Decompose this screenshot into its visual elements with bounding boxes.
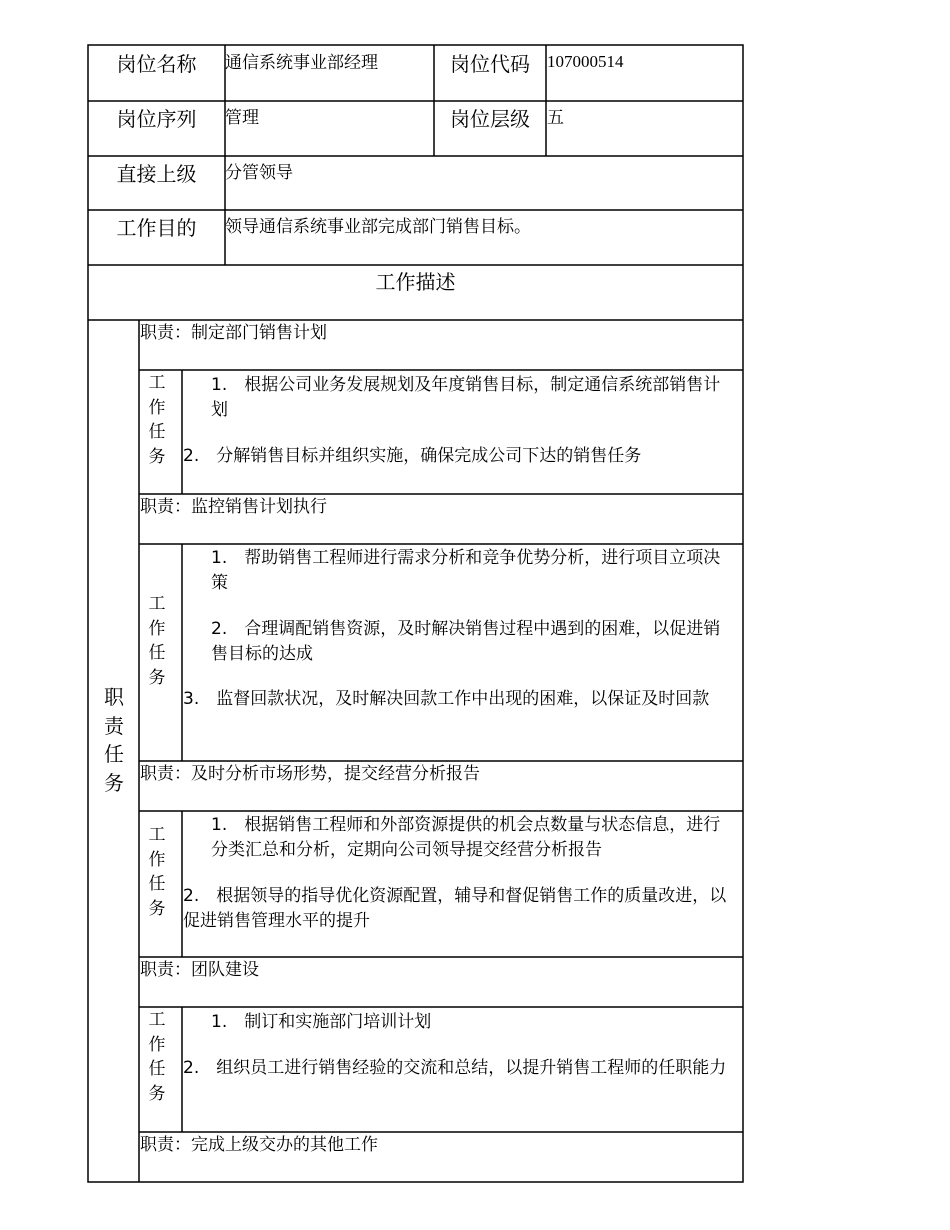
supervisor-value: 分管领导 [225,163,293,183]
position-level-label: 岗位层级 [450,107,530,131]
position-code-value: 107000514 [547,52,624,71]
task-item: 3. 监督回款状况，及时解决回款工作中出现的困难，以保证及时回款 [183,689,710,709]
task-item: 2. 合理调配销售资源，及时解决销售过程中遇到的困难，以促进销售目标的达成 [211,619,721,664]
position-code-label: 岗位代码 [450,52,530,76]
task-item: 1. 根据销售工程师和外部资源提供的机会点数量与状态信息，进行分类汇总和分析，定期向公司领导提交经营分析报告 [211,815,721,860]
task-item: 2. 分解销售目标并组织实施，确保完成公司下达的销售任务 [183,446,642,466]
task-item: 1. 根据公司业务发展规划及年度销售目标，制定通信系统部销售计划 [211,375,721,420]
task-item: 2. 组织员工进行销售经验的交流和总结，以提升销售工程师的任职能力 [183,1058,727,1078]
purpose-value: 领导通信系统事业部完成部门销售目标。 [225,217,531,237]
section-title: 工作描述 [375,270,456,294]
task-item: 2. 根据领导的指导优化资源配置，辅导和督促销售工作的质量改进，以促进销售管理水平的提升 [183,886,727,931]
position-series-label: 岗位序列 [116,107,197,131]
duty-title: 职责：及时分析市场形势，提交经营分析报告 [140,764,480,784]
task-label: 工作任务 [148,825,166,919]
task-label: 工作任务 [148,594,166,688]
duties-label: 职责任务 [104,685,124,795]
task-item: 1. 帮助销售工程师进行需求分析和竞争优势分析，进行项目立项决策 [211,548,721,593]
duty-title: 职责：完成上级交办的其他工作 [140,1135,378,1155]
duty-title: 职责：监控销售计划执行 [140,497,327,517]
position-series-value: 管理 [225,108,259,128]
task-label: 工作任务 [148,373,166,467]
supervisor-label: 直接上级 [116,162,197,186]
position-name-label: 岗位名称 [116,52,197,76]
duty-title: 职责：团队建设 [140,960,259,980]
purpose-label: 工作目的 [116,216,197,240]
position-name-value: 通信系统事业部经理 [225,53,378,73]
task-label: 工作任务 [148,1010,166,1104]
position-level-value: 五 [547,108,564,128]
task-item: 1. 制订和实施部门培训计划 [211,1012,432,1032]
duty-title: 职责：制定部门销售计划 [140,323,327,343]
